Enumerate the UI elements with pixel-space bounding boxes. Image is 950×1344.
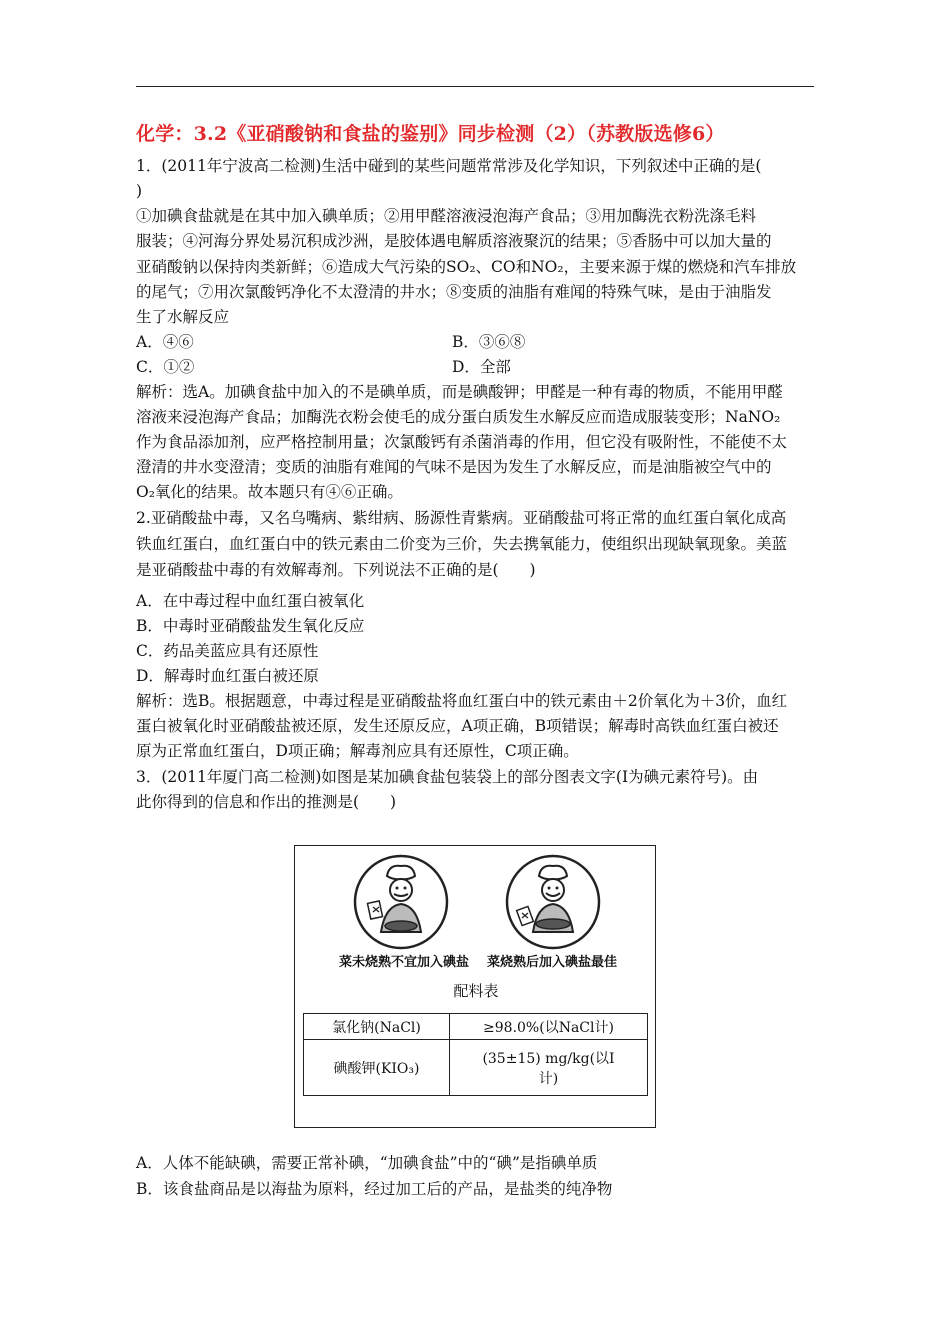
page-title: 化学：3.2《亚硝酸钠和食盐的鉴别》同步检测（2）（苏教版选修6）	[136, 123, 725, 145]
q1-option-b: B．③⑥⑧	[452, 333, 526, 351]
table-row	[304, 1014, 648, 1040]
ingredient-table-title: 配料表	[453, 982, 499, 1000]
caption-left: 菜未烧熟不宜加入碘盐	[339, 955, 470, 970]
q1-option-d: D．全部	[452, 358, 511, 376]
q2-option-c: C．药品美蓝应具有还原性	[136, 642, 319, 660]
q1-line-7: 生了水解反应	[136, 308, 230, 326]
q3-option-b: B．该食盐商品是以海盐为原料，经过加工后的产品，是盐类的纯净物	[136, 1180, 613, 1198]
ingredient-value-cell	[450, 1040, 648, 1096]
q1-line-6: 的尾气；⑦用次氯酸钙净化不太澄清的井水；⑧变质的油脂有难闻的特殊气味，是由于油脂发	[136, 283, 772, 301]
ingredient-value-line-2: 计)	[538, 1070, 559, 1087]
q2-option-d: D．解毒时血红蛋白被还原	[136, 667, 319, 685]
q1-analysis-5: O₂氧化的结果。故本题只有④⑥正确。	[136, 483, 403, 501]
q2-line-1: 2.亚硝酸盐中毒，又名乌嘴病、紫绀病、肠源性青紫病。亚硝酸盐可将正常的血红蛋白氧化成高	[136, 509, 787, 527]
table-row	[304, 1040, 648, 1096]
q3-line-2: 此你得到的信息和作出的推测是( )	[136, 793, 397, 811]
caption-right: 菜烧熟后加入碘盐最佳	[487, 955, 618, 970]
q1-line-4: 服装；④河海分界处易沉积成沙洲，是胶体遇电解质溶液聚沉的结果；⑤香肠中可以加大量的	[136, 232, 772, 250]
salt-package-figure	[294, 845, 656, 1128]
q1-analysis-2: 溶液来浸泡海产食品；加酶洗衣粉会使毛的成分蛋白质发生水解反应而造成服装变形；NaNO₂	[136, 408, 781, 426]
q1-analysis-1: 解析：选A。加碘食盐中加入的不是碘单质，而是碘酸钾；甲醛是一种有毒的物质，不能用甲醛	[136, 383, 783, 401]
q1-analysis-4: 澄清的井水变澄清；变质的油脂有难闻的气味不是因为发生了水解反应，而是油脂被空气中的	[136, 458, 772, 476]
header-rule	[136, 86, 814, 87]
q1-line-1: 1．(2011年宁波高二检测)生活中碰到的某些问题常常涉及化学知识，下列叙述中正确的是(	[136, 157, 762, 175]
q1-analysis-3: 作为食品添加剂，应严格控制用量；次氯酸钙有杀菌消毒的作用，但它没有吸附性，不能使不太	[136, 433, 788, 451]
q2-analysis-2: 蛋白被氧化时亚硝酸盐被还原，发生还原反应，A项正确，B项错误；解毒时高铁血红蛋白被还	[136, 717, 779, 735]
q2-option-b: B．中毒时亚硝酸盐发生氧化反应	[136, 617, 365, 635]
q1-option-c: C．①②	[136, 358, 195, 376]
q2-line-2: 铁血红蛋白，血红蛋白中的铁元素由二价变为三价，失去携氧能力，使组织出现缺氧现象。美蓝	[136, 535, 788, 553]
q2-analysis-1: 解析：选B。根据题意，中毒过程是亚硝酸盐将血红蛋白中的铁元素由＋2价氧化为＋3价，血红	[136, 692, 788, 710]
ingredient-table	[303, 1013, 648, 1096]
ingredient-value-cell	[450, 1014, 648, 1040]
q1-line-2: )	[136, 182, 143, 200]
ingredient-value-line-1: ≥98.0%(以NaCl计)	[483, 1019, 614, 1036]
q2-option-a: A．在中毒过程中血红蛋白被氧化	[136, 592, 365, 610]
q2-line-3: 是亚硝酸盐中毒的有效解毒剂。下列说法不正确的是( )	[136, 561, 536, 579]
q3-option-a: A．人体不能缺碘，需要正常补碘，“加碘食盐”中的“碘”是指碘单质	[136, 1154, 598, 1172]
q1-line-5: 亚硝酸钠以保持肉类新鲜；⑥造成大气污染的SO₂、CO和NO₂，主要来源于煤的燃烧和汽车排放	[136, 258, 797, 276]
ingredient-value-line-1: (35±15) mg/kg(以I	[482, 1050, 615, 1067]
q1-line-3: ①加碘食盐就是在其中加入碘单质；②用甲醛溶液浸泡海产食品；③用加酶洗衣粉洗涤毛料	[136, 207, 757, 225]
ingredient-name-cell: 氯化钠(NaCl)	[304, 1014, 450, 1040]
q3-line-1: 3．(2011年厦门高二检测)如图是某加碘食盐包装袋上的部分图表文字(I为碘元素符号)。由	[136, 768, 759, 786]
chef-illustration-right	[503, 852, 603, 952]
ingredient-name-cell: 碘酸钾(KIO₃)	[304, 1040, 450, 1096]
q2-analysis-3: 原为正常血红蛋白，D项正确；解毒剂应具有还原性，C项正确。	[136, 742, 579, 760]
chef-illustration-left	[351, 852, 451, 952]
q1-option-a: A．④⑥	[136, 333, 194, 351]
